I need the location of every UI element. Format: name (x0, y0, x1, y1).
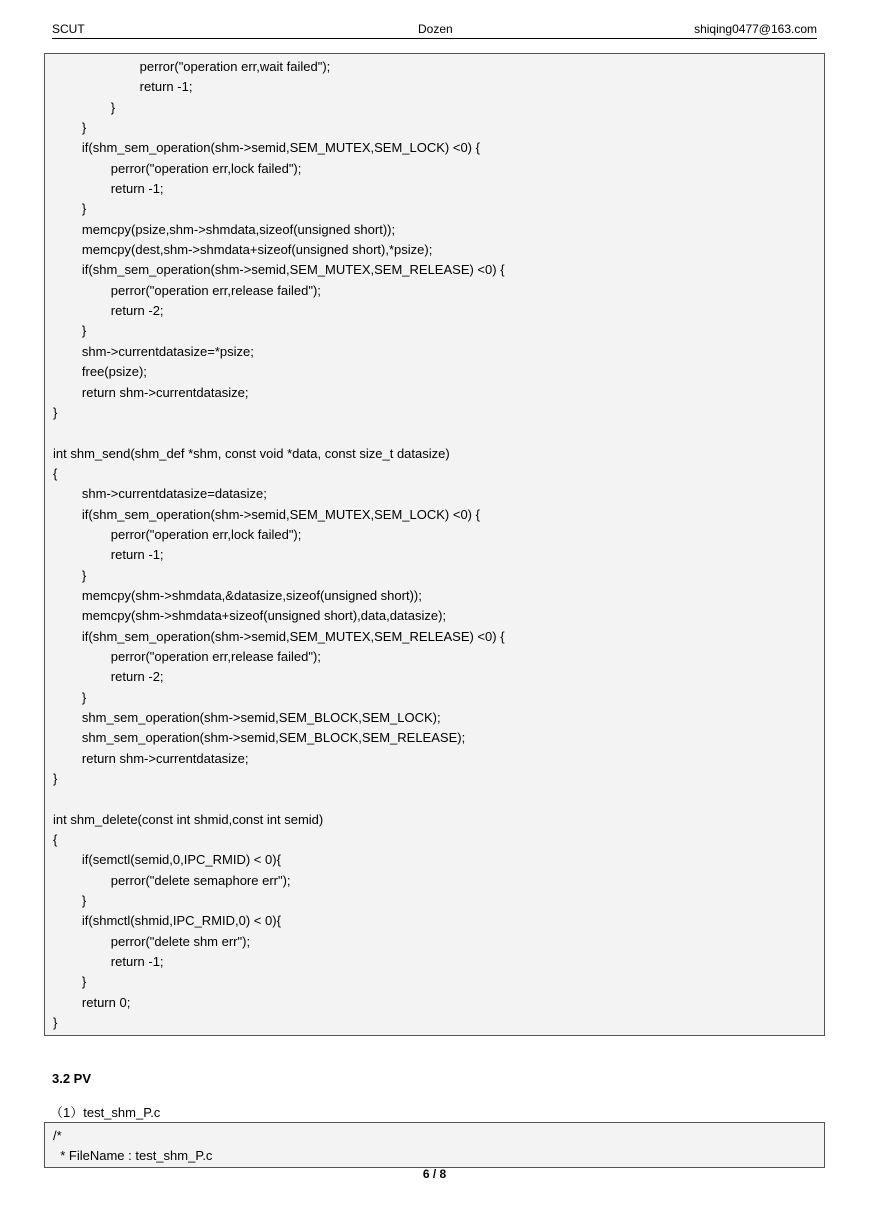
page-header (52, 20, 817, 39)
code-line: if(shm_sem_operation(shm->semid,SEM_MUTEX,SEM_LOCK) <0) { (53, 506, 480, 522)
code-line: } (53, 567, 87, 583)
code-line: return -2; (53, 669, 164, 685)
code-line: } (53, 1015, 58, 1031)
code-line: return -1; (53, 79, 193, 95)
code-line: shm->currentdatasize=datasize; (53, 486, 267, 502)
code-line: return -1; (53, 547, 164, 563)
code-line: perror("operation err,wait failed"); (53, 59, 331, 74)
code-block-test-shm-p (44, 1122, 825, 1168)
code-line: perror("operation err,release failed"); (53, 648, 321, 664)
code-line: if(shm_sem_operation(shm->semid,SEM_MUTEX,SEM_RELEASE) <0) { (53, 628, 505, 644)
code-line: return -1; (53, 181, 164, 197)
header-center: Dozen (418, 22, 453, 36)
code-line: if(shmctl(shmid,IPC_RMID,0) < 0){ (53, 913, 281, 929)
header-left: SCUT (52, 22, 85, 36)
code-line: } (53, 689, 87, 705)
code-line: int shm_send(shm_def *shm, const void *data, const size_t datasize) (53, 445, 450, 461)
code-line: memcpy(psize,shm->shmdata,sizeof(unsigned short)); (53, 221, 396, 237)
code-line: return shm->currentdatasize; (53, 384, 249, 400)
code-line: memcpy(dest,shm->shmdata+sizeof(unsigned short),*psize); (53, 242, 433, 258)
code-block-shm-functions (44, 53, 825, 1036)
code-line: perror("delete semaphore err"); (53, 872, 291, 888)
code-line: perror("operation err,lock failed"); (53, 526, 302, 542)
code-line: return -2; (53, 303, 164, 319)
code-line: /* (53, 1128, 62, 1143)
code-line: return 0; (53, 994, 131, 1010)
code-line: } (53, 99, 116, 115)
code-line: perror("operation err,release failed"); (53, 282, 321, 298)
code-line: } (53, 404, 58, 420)
code-line: } (53, 893, 87, 909)
code-line: perror("operation err,lock failed"); (53, 160, 302, 176)
code-line: } (53, 771, 58, 787)
code-line: memcpy(shm->shmdata,&datasize,sizeof(unsigned short)); (53, 587, 422, 603)
header-right: shiqing0477@163.com (694, 22, 817, 36)
code-line: memcpy(shm->shmdata+sizeof(unsigned short),data,datasize); (53, 608, 447, 624)
code-line (53, 789, 505, 809)
code-line: shm_sem_operation(shm->semid,SEM_BLOCK,SEM_LOCK); (53, 710, 441, 725)
code-line: free(psize); (53, 364, 147, 380)
code-line: } (53, 201, 87, 217)
code-text (53, 1126, 212, 1167)
code-line: perror("delete shm err"); (53, 933, 251, 949)
section-title: 3.2 PV (52, 1071, 92, 1086)
code-line: if(shm_sem_operation(shm->semid,SEM_MUTEX,SEM_LOCK) <0) { (53, 140, 480, 156)
code-line (53, 423, 505, 443)
page-number: 6 / 8 (422, 1167, 447, 1181)
code-line: shm->currentdatasize=*psize; (53, 343, 254, 359)
code-line: { (53, 465, 58, 481)
code-line: int shm_delete(const int shmid,const int semid) (53, 811, 324, 827)
code-line: } (53, 120, 87, 136)
code-line: if(shm_sem_operation(shm->semid,SEM_MUTEX,SEM_RELEASE) <0) { (53, 262, 505, 278)
code-line: * FileName : test_shm_P.c (53, 1148, 213, 1164)
code-line: } (53, 974, 87, 990)
code-text (53, 57, 505, 1034)
code-line: } (53, 323, 87, 339)
file-label: （1）test_shm_P.c (50, 1105, 161, 1120)
code-line: return shm->currentdatasize; (53, 750, 249, 766)
code-line: shm_sem_operation(shm->semid,SEM_BLOCK,SEM_RELEASE); (53, 730, 466, 746)
code-line: if(semctl(semid,0,IPC_RMID) < 0){ (53, 852, 281, 868)
code-line: return -1; (53, 954, 164, 970)
code-line: { (53, 832, 58, 848)
